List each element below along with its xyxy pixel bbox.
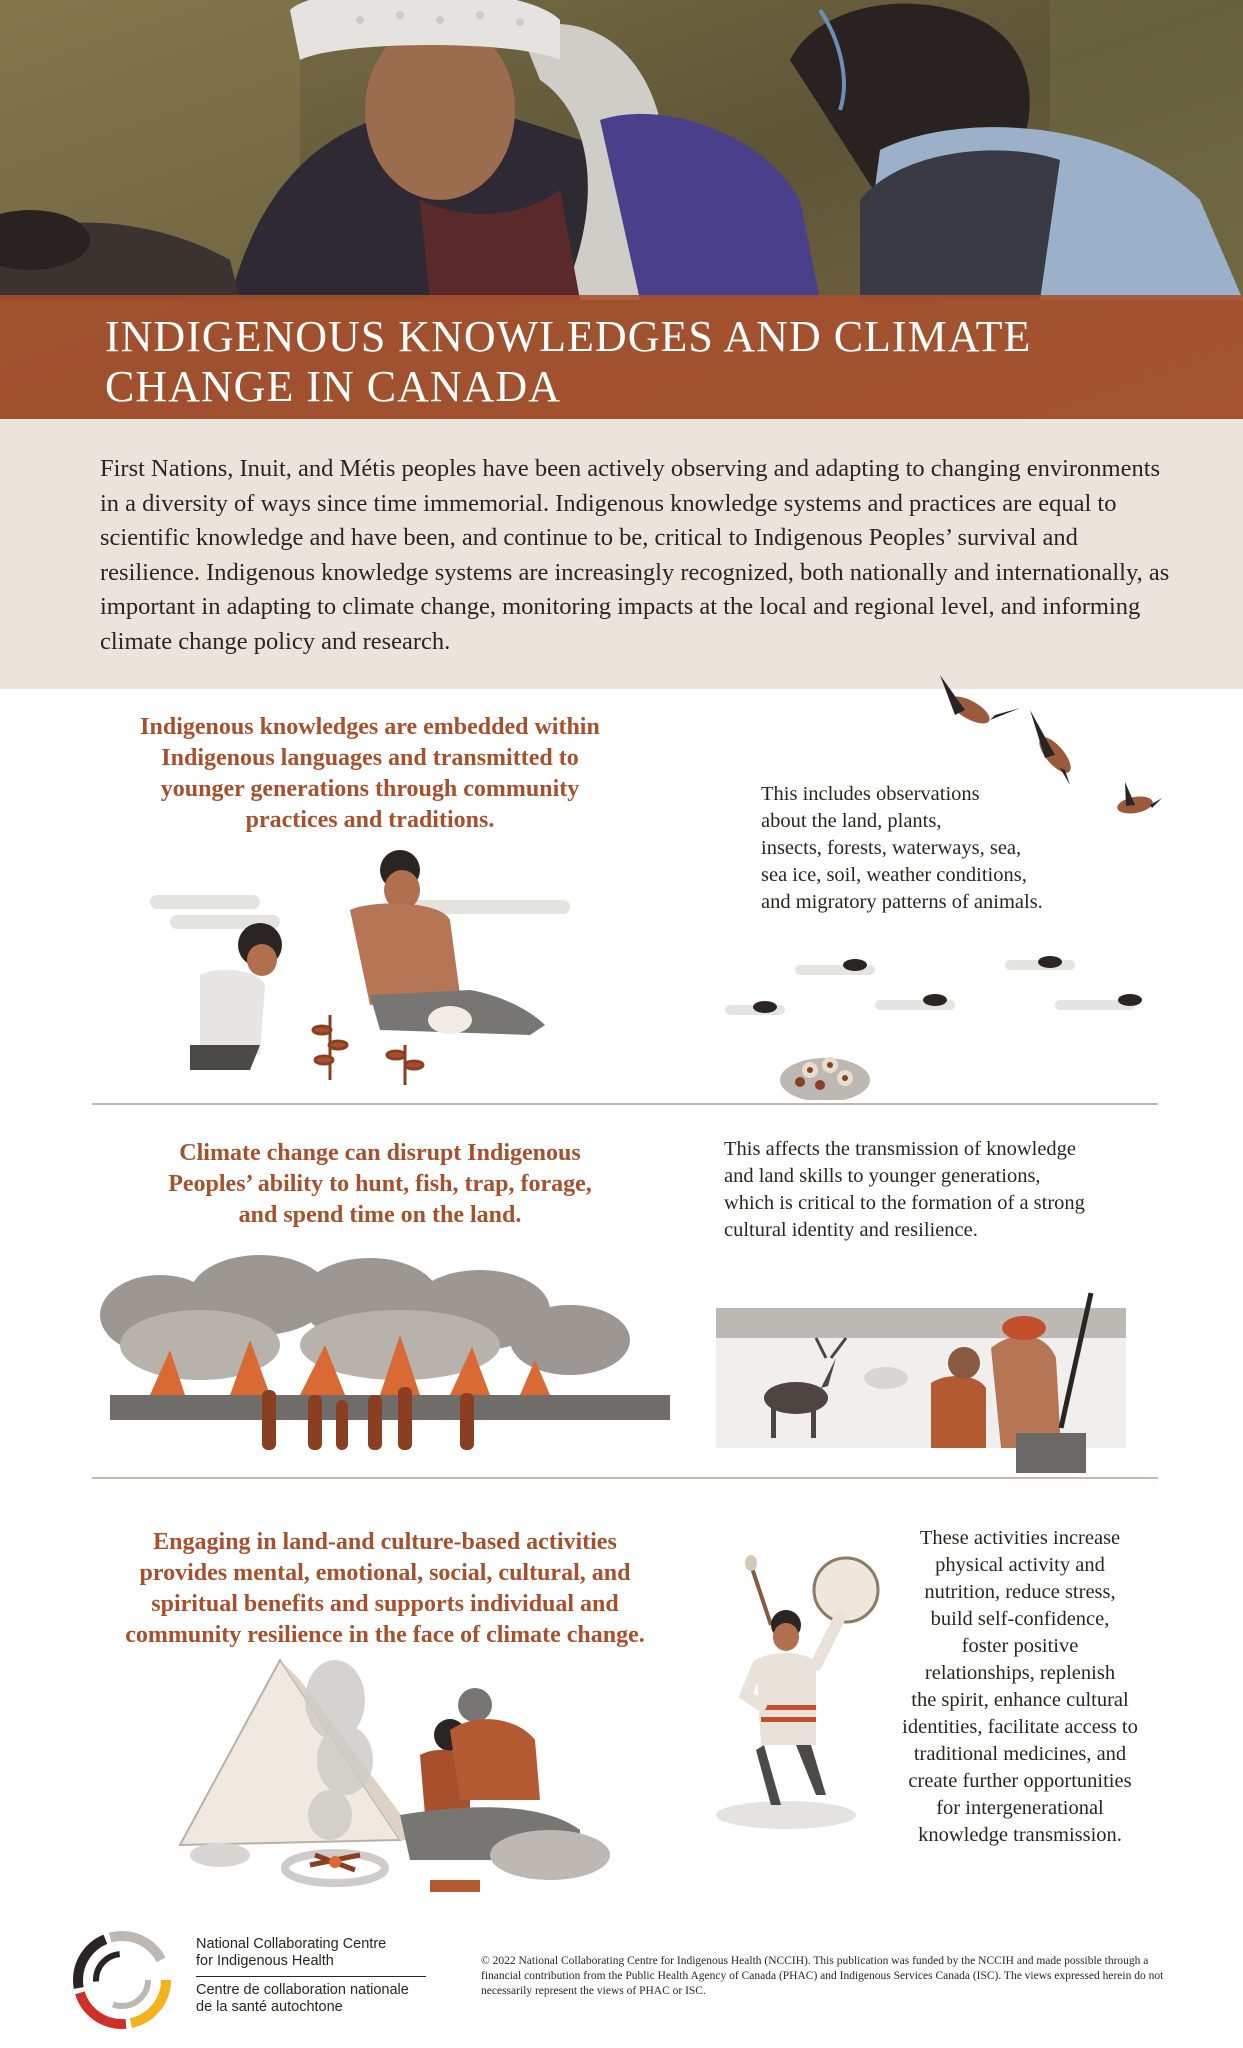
section3-body-line: the spirit, enhance cultural xyxy=(911,1689,1129,1711)
flowers-icon xyxy=(780,1057,870,1100)
geese-icon xyxy=(930,670,1170,830)
section2-body-line: which is critical to the formation of a strong xyxy=(724,1192,1085,1214)
section3-heading-line: spiritual benefits and supports individual and xyxy=(151,1591,619,1617)
section3-body-line: foster positive xyxy=(961,1635,1079,1657)
section3-body-line: These activities increase xyxy=(919,1527,1121,1549)
section-divider xyxy=(92,1103,1158,1105)
section3-heading-line: community resilience in the face of climate change. xyxy=(125,1622,645,1648)
section3-body-line: for intergenerational xyxy=(936,1797,1104,1819)
section2-heading xyxy=(140,1138,620,1231)
org-name-fr-line: Centre de collaboration nationale xyxy=(196,1982,409,1998)
section1-heading-line: practices and traditions. xyxy=(245,807,495,833)
section3-body-line: identities, facilitate access to xyxy=(902,1716,1138,1738)
section2-body-line: This affects the transmission of knowledge xyxy=(724,1138,1077,1160)
org-name-fr xyxy=(196,1982,409,2016)
fire-icon xyxy=(100,1255,670,1470)
planting-illustration xyxy=(150,845,580,1095)
section2-body-line: and land skills to younger generations, xyxy=(724,1165,1041,1187)
section2-body-line: cultural identity and resilience. xyxy=(724,1219,978,1241)
section1-heading xyxy=(100,712,640,836)
section3-heading-line: provides mental, emotional, social, cultural, and xyxy=(139,1560,631,1586)
org-name-en-line: for Indigenous Health xyxy=(196,1953,334,1969)
section3-heading-line: Engaging in land-and culture-based activities xyxy=(153,1529,617,1555)
page-title-line1: INDIGENOUS KNOWLEDGES AND CLIMATE xyxy=(105,312,1032,361)
section3-body-line: knowledge transmission. xyxy=(918,1824,1122,1846)
page-title-line2: CHANGE IN CANADA xyxy=(105,362,561,411)
section2-heading-line: and spend time on the land. xyxy=(238,1202,522,1228)
section3-body-line: traditional medicines, and xyxy=(913,1743,1127,1765)
section1-body-line: sea ice, soil, weather conditions, xyxy=(761,864,1027,886)
nccih-logo xyxy=(72,1930,172,2030)
section3-body-line: nutrition, reduce stress, xyxy=(924,1581,1116,1603)
section3-body-line: physical activity and xyxy=(935,1554,1105,1576)
tent-icon xyxy=(160,1640,620,1905)
section3-body-line: create further opportunities xyxy=(908,1770,1132,1792)
section2-body xyxy=(724,1136,1144,1244)
section3-body-line: relationships, replenish xyxy=(924,1662,1116,1684)
tracks-icon xyxy=(725,950,1165,1100)
drummer-icon xyxy=(716,1555,881,1830)
org-name-en-line: National Collaborating Centre xyxy=(196,1936,387,1952)
intro-paragraph: First Nations, Inuit, and Métis peoples have been actively observing and adapting to changing environments in a diversity of ways since time immemorial. Indigenous knowledge systems and practices are equal to scientific knowledge and have been, and continue to be, critical to Indigenous Peoples’ survival and resilience. Indigenous knowledge systems are increasingly recognized, both nationally and internationally, as important in adapting to climate change, monitoring impacts at the local and regional level, and informing climate change policy and research. xyxy=(100,455,1170,655)
section1-body-line: about the land, plants, xyxy=(761,810,942,832)
section1-heading-line: Indigenous knowledges are embedded within xyxy=(140,714,600,740)
section3-body-line: build self-confidence, xyxy=(930,1608,1110,1630)
section1-heading-line: younger generations through community xyxy=(160,776,580,802)
org-name-en xyxy=(196,1936,386,1970)
org-divider xyxy=(196,1976,426,1977)
section2-heading-line: Peoples’ ability to hunt, fish, trap, forage, xyxy=(168,1171,592,1197)
section3-body xyxy=(870,1525,1170,1849)
section-divider xyxy=(92,1477,1158,1479)
page-title xyxy=(105,312,1105,412)
section2-heading-line: Climate change can disrupt Indigenous xyxy=(179,1140,581,1166)
copyright-notice: © 2022 National Collaborating Centre for Indigenous Health (NCCIH). This publication was funded by the NCCIH and made possible through a financial contribution from the Public Health Agency of Canada (PHAC) and Indigenous Services Canada (ISC). The views expressed herein do not necessarily represent the views of PHAC or ISC. xyxy=(481,1955,1164,1997)
hunter-icon xyxy=(716,1288,1146,1478)
org-name-fr-line: de la santé autochtone xyxy=(196,1999,343,2015)
section1-body-line: This includes observations xyxy=(761,783,980,805)
section1-heading-line: Indigenous languages and transmitted to xyxy=(161,745,579,771)
section3-heading xyxy=(95,1527,675,1651)
section1-body-line: and migratory patterns of animals. xyxy=(761,891,1043,913)
section1-body-line: insects, forests, waterways, sea, xyxy=(761,837,1022,859)
